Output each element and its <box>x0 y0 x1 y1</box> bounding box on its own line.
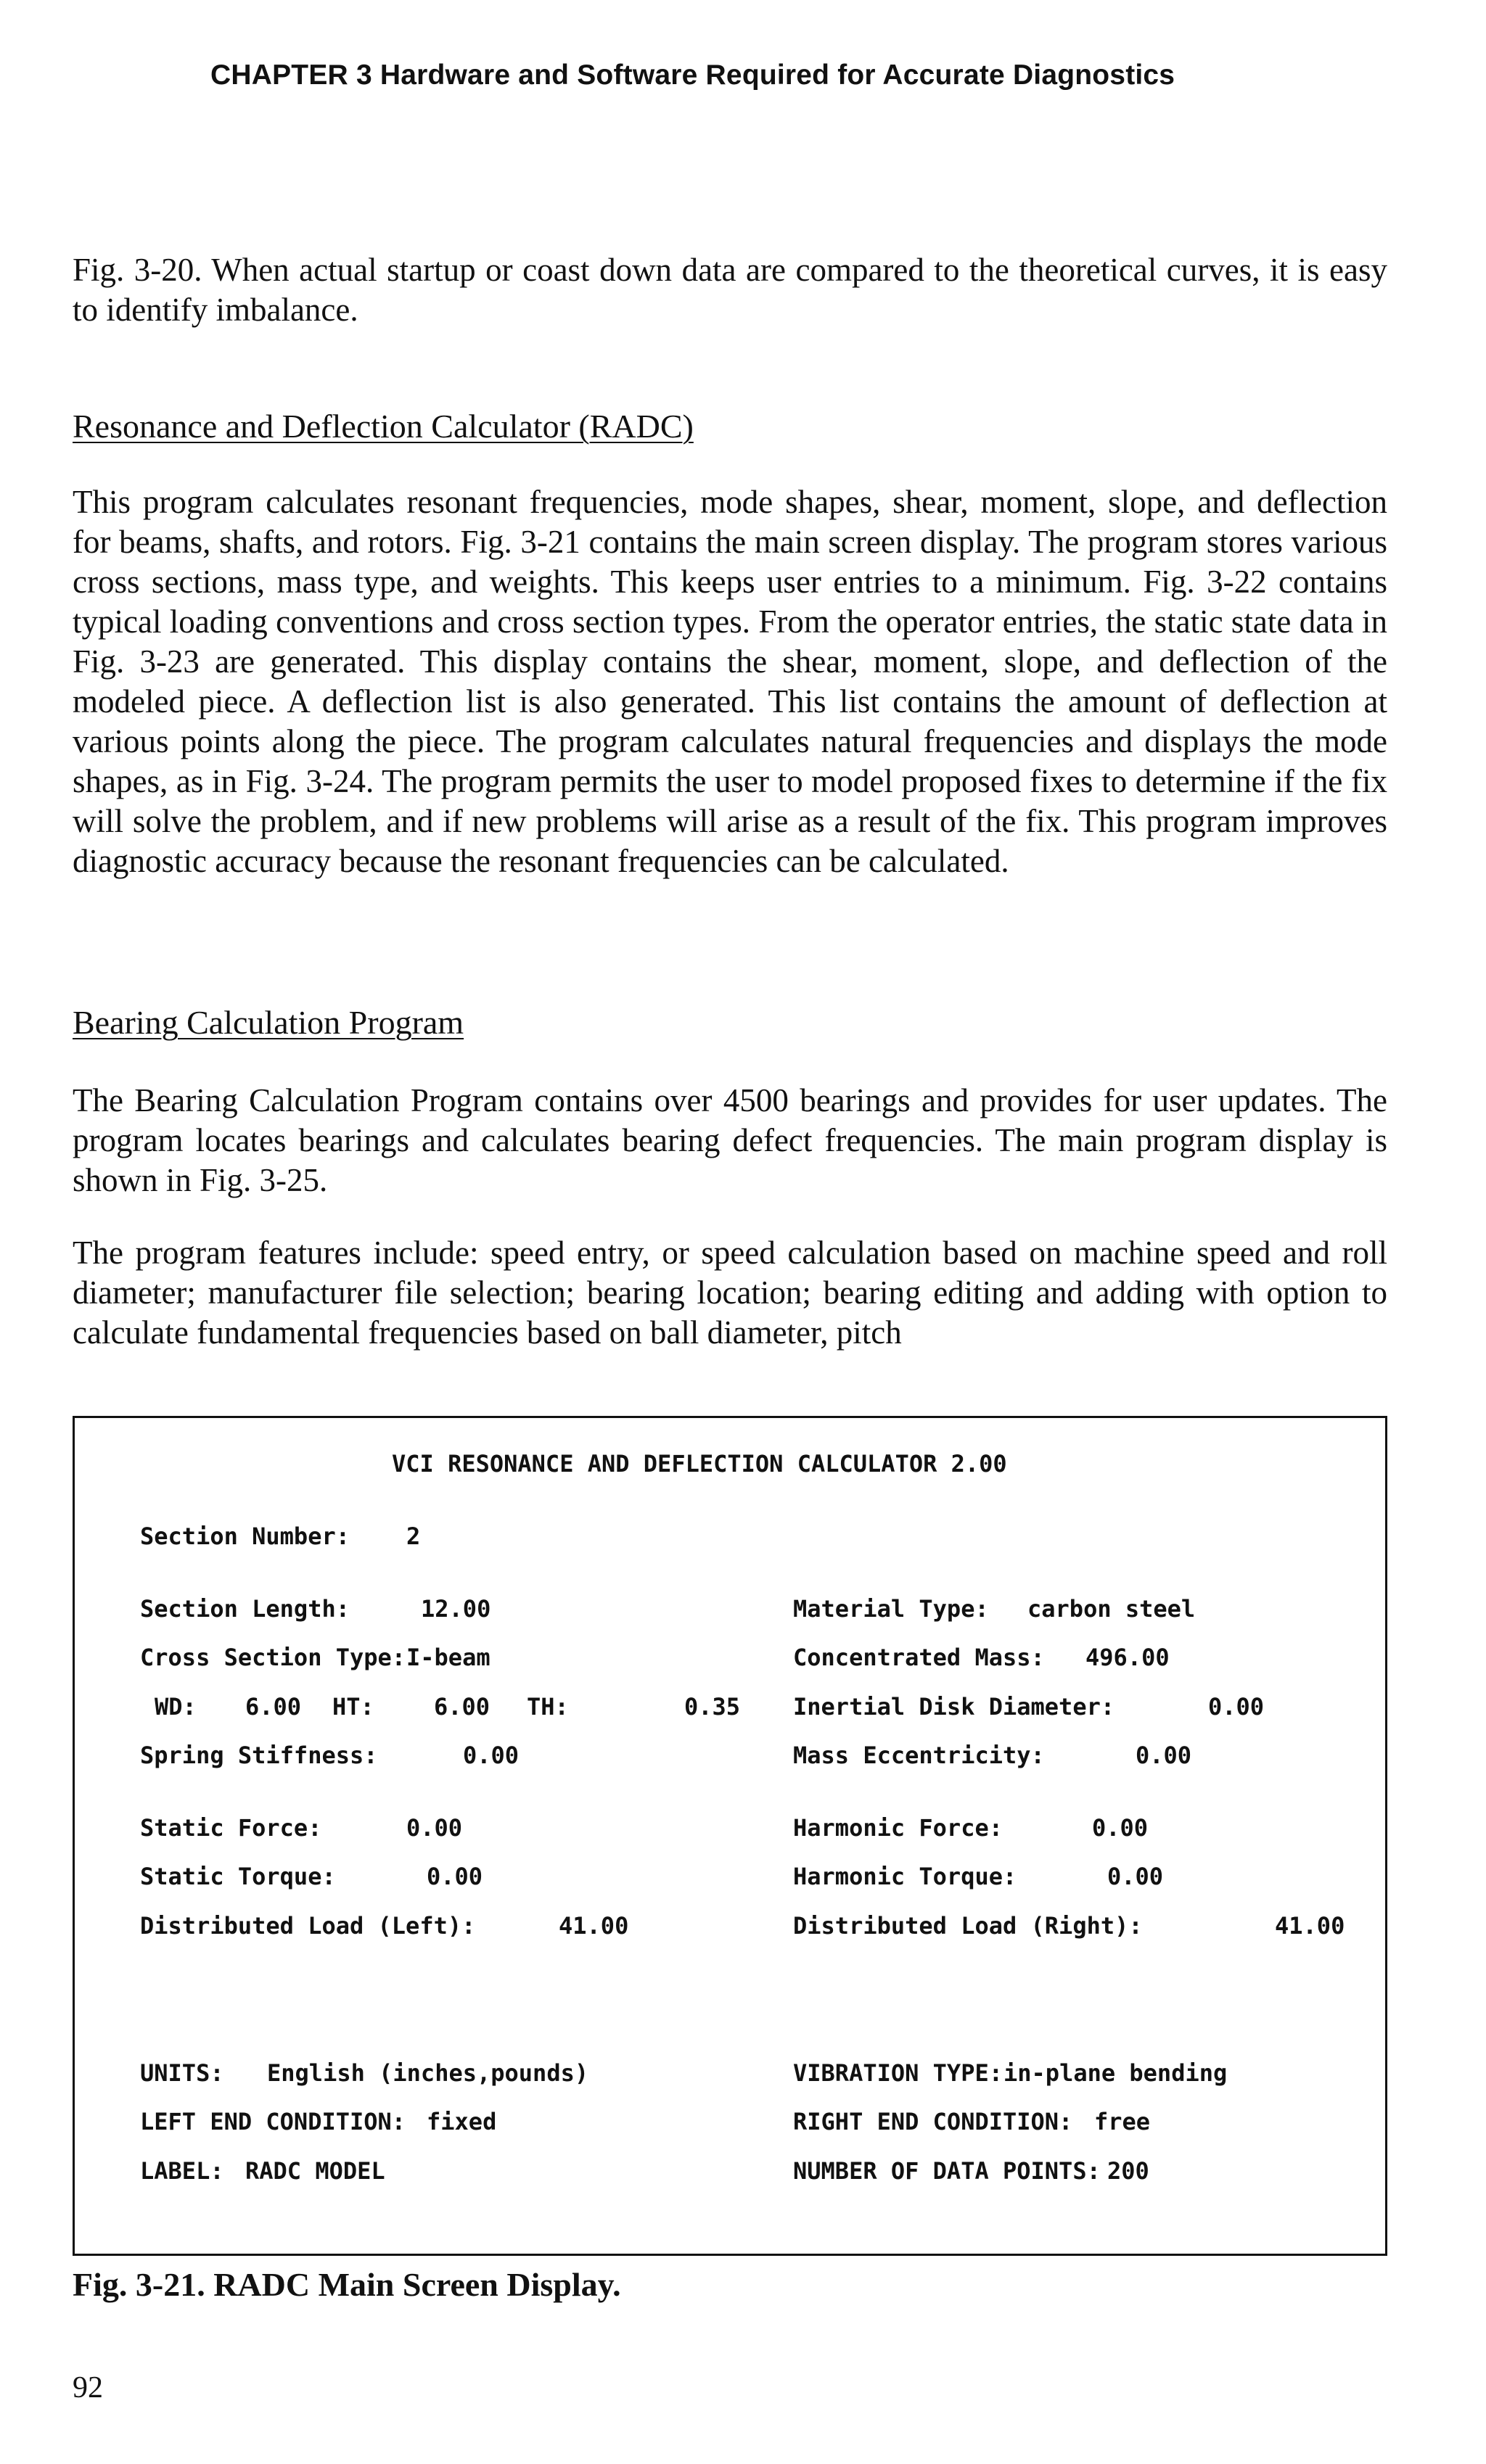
section-length-label: Section Length: <box>140 1595 350 1623</box>
inertial-disk-diameter-label: Inertial Disk Diameter: <box>793 1693 1115 1721</box>
fig-3-21-caption: Fig. 3-21. RADC Main Screen Display. <box>73 2266 621 2303</box>
distributed-load-right-label: Distributed Load (Right): <box>793 1912 1143 1940</box>
wd-value: 6.00 <box>245 1693 302 1721</box>
fig-3-20-caption: Fig. 3-20. When actual startup or coast down data are compared to the theoretical curves, it is easy to identify imbalance. <box>73 252 1387 328</box>
page-number: 92 <box>73 2371 103 2405</box>
bearing-section-heading: Bearing Calculation Program <box>73 1004 464 1041</box>
section-number-label: Section Number: <box>140 1523 350 1550</box>
distributed-load-left-label: Distributed Load (Left): <box>140 1912 476 1940</box>
section-length-value: 12.00 <box>421 1595 491 1623</box>
material-type-value: carbon steel <box>1027 1595 1196 1623</box>
running-header: CHAPTER 3 Hardware and Software Required for Accurate Diagnostics <box>210 59 1175 91</box>
units-value: English (inches,pounds) <box>267 2059 589 2087</box>
vibration-type-label: VIBRATION TYPE: <box>793 2059 1003 2087</box>
label-field-value: RADC MODEL <box>245 2157 385 2185</box>
harmonic-force-value: 0.00 <box>1092 1814 1149 1842</box>
number-of-data-points-value: 200 <box>1107 2157 1149 2185</box>
distributed-load-left-value: 41.00 <box>559 1912 629 1940</box>
material-type-label: Material Type: <box>793 1595 989 1623</box>
harmonic-torque-value: 0.00 <box>1107 1863 1164 1890</box>
section-number-value: 2 <box>406 1523 421 1550</box>
radc-section-heading: Resonance and Deflection Calculator (RADC) <box>73 408 694 445</box>
cross-section-type-label: Cross Section Type: <box>140 1644 406 1671</box>
harmonic-torque-label: Harmonic Torque: <box>793 1863 1017 1890</box>
th-label: TH: <box>527 1693 569 1721</box>
spring-stiffness-value: 0.00 <box>463 1742 520 1769</box>
th-value: 0.35 <box>684 1693 741 1721</box>
radc-main-screen <box>73 1416 1387 2256</box>
mass-eccentricity-label: Mass Eccentricity: <box>793 1742 1045 1769</box>
mass-eccentricity-value: 0.00 <box>1136 1742 1192 1769</box>
vibration-type-value: in-plane bending <box>1003 2059 1228 2087</box>
concentrated-mass-label: Concentrated Mass: <box>793 1644 1045 1671</box>
static-torque-value: 0.00 <box>427 1863 483 1890</box>
bearing-paragraph-2: The program features include: speed entry, or speed calculation based on machine speed and roll diameter; manufacturer file selection; bearing location; bearing editing and adding with option to calculate fundamental frequencies based on ball diameter, pitch <box>73 1235 1387 1351</box>
ht-label: HT: <box>332 1693 374 1721</box>
distributed-load-right-value: 41.00 <box>1275 1912 1345 1940</box>
ht-value: 6.00 <box>434 1693 490 1721</box>
concentrated-mass-value: 496.00 <box>1085 1644 1170 1671</box>
radc-paragraph: This program calculates resonant frequencies, mode shapes, shear, moment, slope, and deflection for beams, shafts, and rotors. Fig. 3-21 contains the main screen display. The program stores various cross sections, mass type, and weights. This keeps user entries to a minimum. Fig. 3-22 contains typical loading conventions and cross section types. From the operator entries, the static state data in Fig. 3-23 are generated. This display contains the shear, moment, slope, and deflection of the modeled piece. A deflection list is also generated. This list contains the amount of deflection at various points along the piece. The program calculates natural frequencies and displays the mode shapes, as in Fig. 3-24. The program permits the user to model proposed fixes to determine if the fix will solve the problem, and if new problems will arise as a result of the fix. This program improves diagnostic accuracy because the resonant frequencies can be calculated. <box>73 484 1387 879</box>
right-end-condition-value: free <box>1094 2108 1151 2135</box>
static-torque-label: Static Torque: <box>140 1863 336 1890</box>
static-force-label: Static Force: <box>140 1814 322 1842</box>
units-label: UNITS: <box>140 2059 224 2087</box>
right-end-condition-label: RIGHT END CONDITION: <box>793 2108 1073 2135</box>
wd-label: WD: <box>155 1693 197 1721</box>
spring-stiffness-label: Spring Stiffness: <box>140 1742 378 1769</box>
label-field-label: LABEL: <box>140 2157 224 2185</box>
harmonic-force-label: Harmonic Force: <box>793 1814 1003 1842</box>
screen-title: VCI RESONANCE AND DEFLECTION CALCULATOR 2.00 <box>392 1450 1007 1478</box>
number-of-data-points-label: NUMBER OF DATA POINTS: <box>793 2157 1101 2185</box>
bearing-paragraph-1: The Bearing Calculation Program contains over 4500 bearings and provides for user updates. The program locates bearings and calculates bearing defect frequencies. The main program display is shown in Fig. 3-25. <box>73 1082 1387 1198</box>
left-end-condition-label: LEFT END CONDITION: <box>140 2108 406 2135</box>
inertial-disk-diameter-value: 0.00 <box>1208 1693 1265 1721</box>
static-force-value: 0.00 <box>406 1814 463 1842</box>
cross-section-type-value: I-beam <box>406 1644 490 1671</box>
left-end-condition-value: fixed <box>427 2108 497 2135</box>
